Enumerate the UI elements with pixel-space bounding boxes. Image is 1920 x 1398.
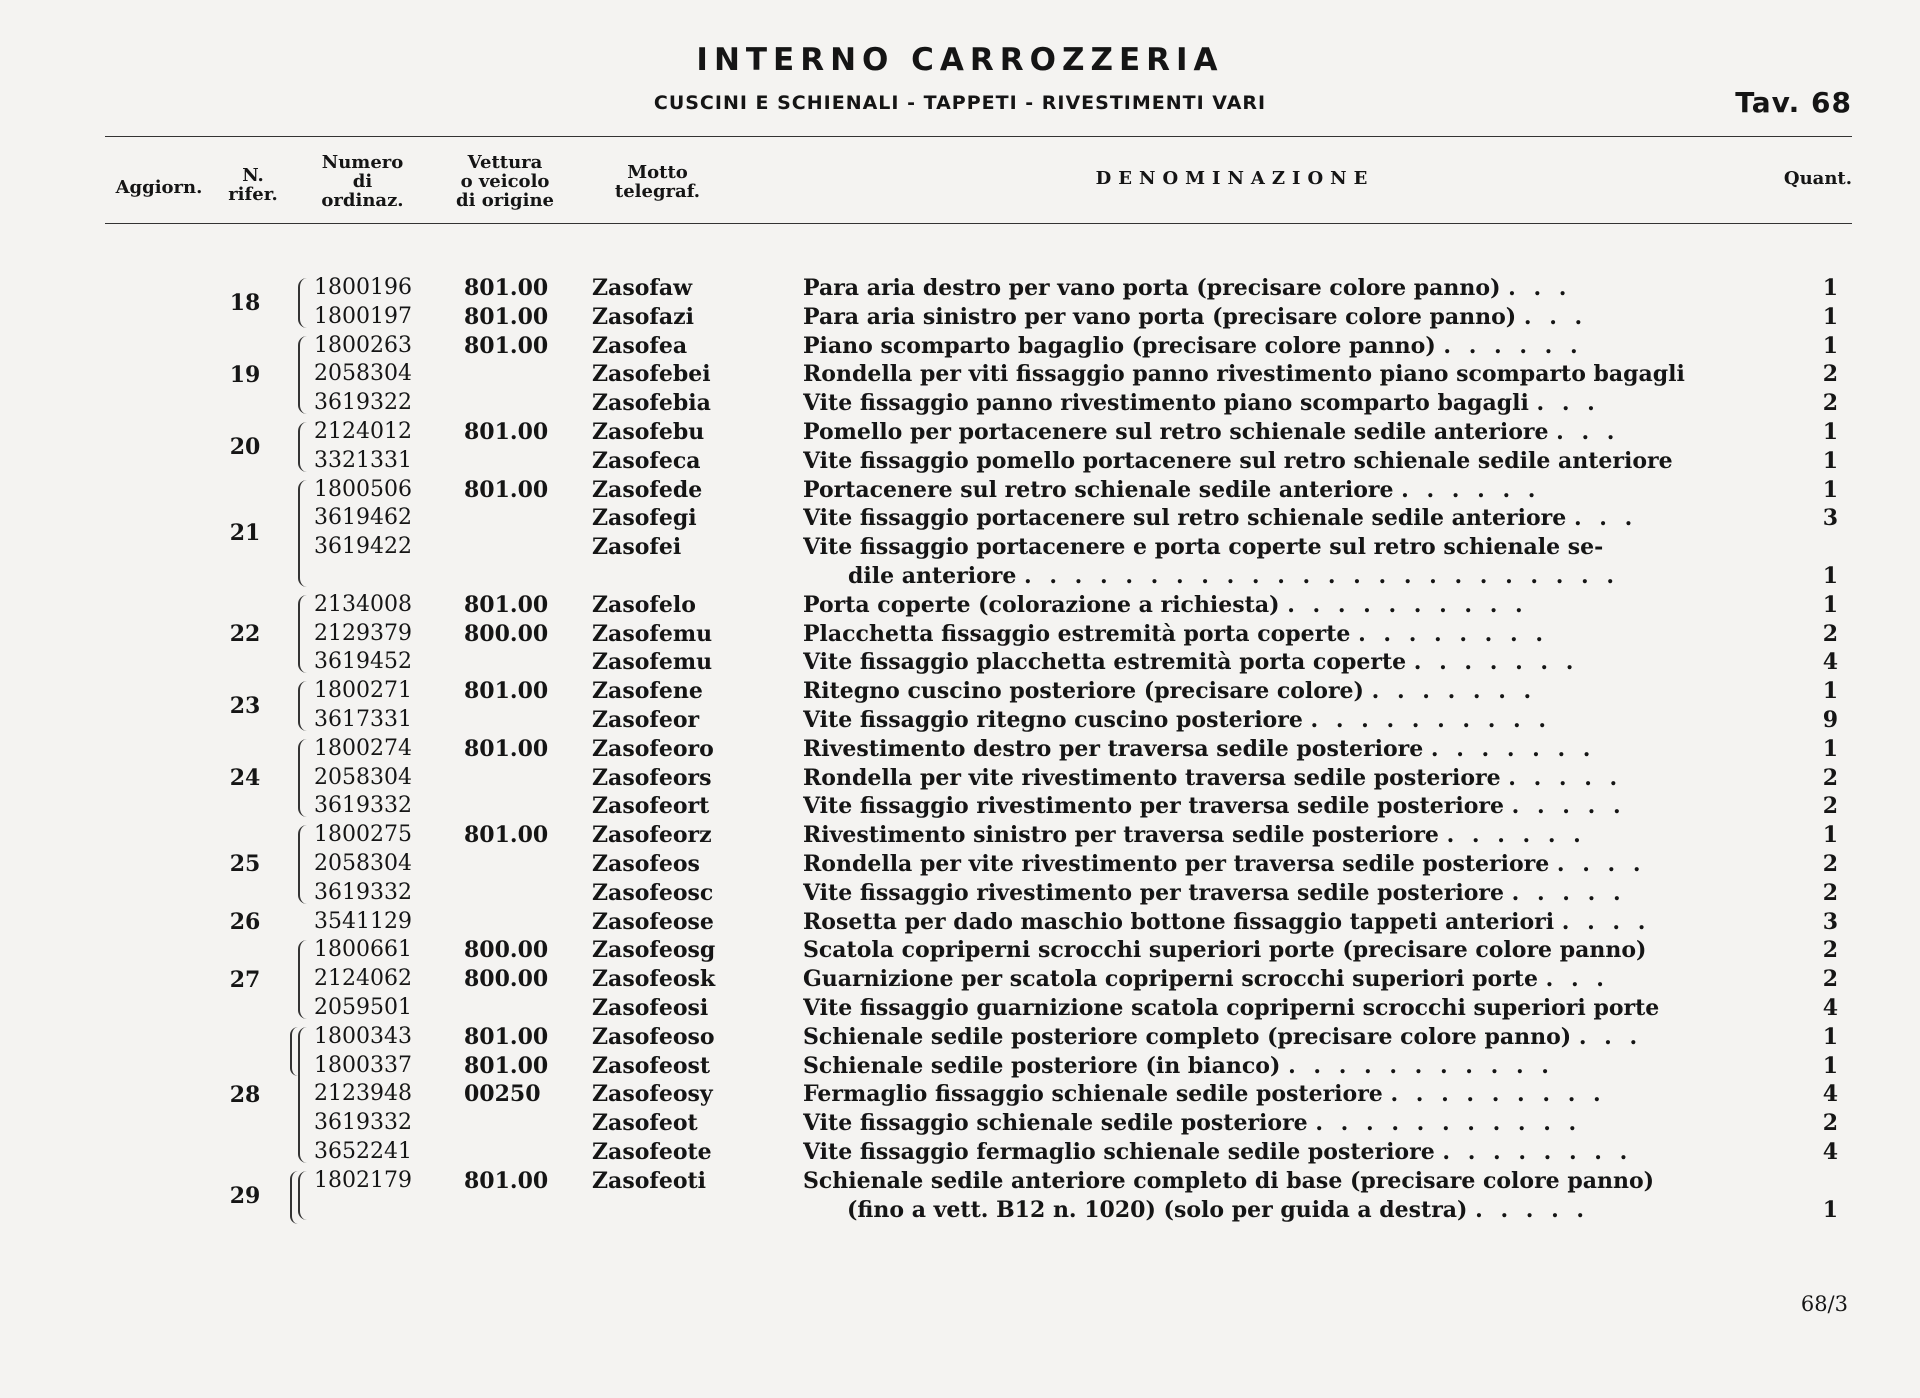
leader-dots: . . . . . . [1401, 476, 1541, 503]
table-number: Tav. 68 [1735, 86, 1852, 119]
order-number: 1800271 [314, 678, 412, 704]
quantity: 1 [1822, 1196, 1838, 1223]
description-text: Para aria destro per vano porta (precisare colore panno) [803, 275, 1501, 301]
order-number: 1800274 [314, 735, 412, 761]
order-number: 3619332 [314, 1110, 412, 1136]
reference-number: 29 [229, 1182, 261, 1209]
telegraph-code: Zasofebei [592, 361, 711, 388]
description [848, 562, 1818, 591]
description [803, 735, 1773, 764]
quantity: 2 [1822, 390, 1838, 417]
column-header-denominazione: DENOMINAZIONE [1095, 168, 1375, 189]
telegraph-code: Zasofaw [592, 275, 693, 301]
description-text: Ritegno cuscino posteriore (precisare colore) [803, 678, 1364, 705]
table-row [0, 504, 1920, 533]
description [803, 1167, 1773, 1196]
description [803, 1080, 1773, 1109]
description-text: Piano scomparto bagaglio (precisare colore panno) [803, 332, 1436, 359]
description-text: Vite fissaggio placchetta estremità porta coperte [803, 649, 1407, 676]
column-header-motto: Motto telegraf. [614, 162, 701, 202]
description-text: dile anteriore [848, 562, 1017, 589]
table-row [0, 620, 1920, 649]
table-row [0, 677, 1920, 706]
description-text: Vite fissaggio schienale sedile posteriore [803, 1110, 1308, 1137]
leader-dots: . . . . . . . . [1442, 1138, 1633, 1165]
description [803, 360, 1773, 389]
description-text: Pomello per portacenere sul retro schienale sedile anteriore [803, 418, 1549, 445]
quantity: 2 [1822, 937, 1838, 964]
leader-dots: . . . . . . . . . . . [1315, 1110, 1582, 1137]
description-text: Rondella per viti fissaggio panno rivestimento piano scomparto bagagli [803, 361, 1685, 388]
order-number: 2124062 [314, 966, 412, 992]
telegraph-code: Zasofeoti [592, 1167, 707, 1194]
telegraph-code: Zasofelo [592, 591, 696, 618]
group-brace [298, 940, 310, 1018]
description [803, 677, 1773, 706]
table-row [0, 476, 1920, 505]
reference-number: 22 [229, 621, 261, 647]
leader-dots: . . . . . . . [1371, 678, 1537, 705]
vehicle-origin: 801.00 [464, 303, 549, 330]
description-text: Schienale sedile posteriore (in bianco) [803, 1052, 1281, 1079]
reference-number: 28 [229, 1081, 261, 1108]
quantity: 2 [1822, 966, 1838, 993]
description-text: Schienale sedile anteriore completo di base (precisare colore panno) [803, 1167, 1655, 1194]
table-row [0, 562, 1920, 591]
vehicle-origin: 801.00 [464, 822, 549, 849]
order-number: 3619332 [314, 879, 412, 905]
description [803, 418, 1773, 447]
vehicle-origin: 801.00 [464, 591, 549, 618]
leader-dots: . . . [1578, 1023, 1643, 1050]
description-text: Rivestimento sinistro per traversa sedile posteriore [803, 822, 1439, 849]
table-row [0, 303, 1920, 332]
description [803, 303, 1773, 332]
telegraph-code: Zasofeose [592, 908, 714, 935]
description-text: Rondella per vite rivestimento traversa sedile posteriore [803, 764, 1501, 791]
header-rule-bottom [105, 223, 1852, 224]
reference-number: 25 [229, 851, 261, 878]
quantity: 2 [1822, 361, 1838, 388]
leader-dots: . . . . . [1475, 1196, 1590, 1223]
description [803, 533, 1773, 562]
quantity: 2 [1822, 879, 1838, 906]
description [847, 1196, 1817, 1225]
column-header-numero: Numero di ordinaz. [321, 152, 404, 211]
description-text: Rosetta per dado maschio bottone fissaggio tappeti anteriori [803, 908, 1555, 935]
order-number: 3619422 [314, 534, 412, 560]
reference-number: 20 [229, 433, 261, 460]
telegraph-code: Zasofeort [592, 793, 710, 820]
quantity: 2 [1822, 764, 1838, 791]
table-row [0, 1109, 1920, 1138]
vehicle-origin: 801.00 [464, 275, 549, 301]
telegraph-code: Zasofeoro [592, 735, 714, 762]
order-number: 3541129 [314, 908, 412, 934]
description [803, 792, 1773, 821]
telegraph-code: Zasofeos [592, 850, 700, 877]
description [803, 1109, 1773, 1138]
quantity: 4 [1822, 994, 1838, 1021]
description-text: Porta coperte (colorazione a richiesta) [803, 591, 1280, 618]
description [803, 620, 1773, 649]
description-text: Placchetta fissaggio estremità porta coperte [803, 620, 1351, 647]
table-row [0, 447, 1920, 476]
quantity: 1 [1822, 332, 1838, 359]
quantity: 4 [1822, 1138, 1838, 1165]
description [803, 447, 1773, 476]
description-text: Vite fissaggio panno rivestimento piano scomparto bagagli [803, 390, 1529, 417]
quantity: 3 [1822, 908, 1838, 935]
telegraph-code: Zasofea [592, 332, 688, 359]
reference-number: 27 [229, 966, 261, 993]
leader-dots: . . . [1508, 275, 1572, 301]
description [803, 476, 1773, 505]
vehicle-origin: 801.00 [464, 418, 549, 445]
quantity: 1 [1822, 822, 1838, 849]
description [803, 879, 1773, 908]
reference-number: 24 [229, 765, 261, 791]
order-number: 2059501 [314, 994, 412, 1020]
order-number: 1800263 [314, 332, 412, 358]
description-text: Vite fissaggio ritegno cuscino posteriore [803, 706, 1303, 733]
description-text: Fermaglio fissaggio schienale sedile posteriore [803, 1081, 1383, 1108]
table-row [0, 389, 1920, 418]
description [803, 332, 1773, 361]
table-row [0, 735, 1920, 764]
vehicle-origin: 801.00 [464, 1023, 549, 1050]
group-brace [298, 825, 310, 903]
vehicle-origin: 801.00 [464, 332, 549, 359]
parts-table [0, 274, 1920, 1224]
table-row [0, 908, 1920, 937]
description [803, 591, 1773, 620]
description [803, 850, 1773, 879]
table-row [0, 1023, 1920, 1052]
description-text: Vite fissaggio portacenere e porta coperte sul retro schienale se- [803, 534, 1604, 561]
telegraph-code: Zasofeors [592, 764, 712, 791]
leader-dots: . . . [1556, 418, 1620, 445]
leader-dots: . . . . . [1508, 764, 1623, 791]
description-text: Vite fissaggio guarnizione scatola copriperni scrocchi superiori porte [803, 994, 1660, 1021]
table-row [0, 1052, 1920, 1081]
quantity: 4 [1822, 1081, 1838, 1108]
description [803, 1023, 1773, 1052]
group-brace [298, 595, 310, 673]
reference-number: 18 [229, 289, 261, 316]
leader-dots: . . . . . . . [1413, 649, 1579, 676]
description-text: Vite fissaggio pomello portacenere sul retro schienale sedile anteriore [803, 447, 1673, 474]
group-brace-secondary [290, 1171, 300, 1225]
telegraph-code: Zasofeote [592, 1138, 712, 1165]
leader-dots: . . . . . . [1443, 332, 1583, 359]
description-text: Vite fissaggio fermaglio schienale sedile posteriore [803, 1138, 1435, 1165]
table-row [0, 965, 1920, 994]
table-row [0, 994, 1920, 1023]
leader-dots: . . . . . . . . . . . [1288, 1052, 1554, 1079]
quantity: 1 [1822, 476, 1838, 503]
order-number: 1800506 [314, 476, 412, 502]
page-title: INTERNO CARROZZERIA [696, 42, 1224, 78]
quantity: 1 [1822, 447, 1838, 474]
description [803, 706, 1773, 735]
telegraph-code: Zasofene [592, 678, 703, 705]
group-brace [298, 422, 310, 472]
group-brace [298, 336, 310, 414]
table-row [0, 1167, 1920, 1196]
quantity: 2 [1822, 620, 1838, 647]
column-header-vettura: Vettura o veicolo di origine [456, 152, 554, 211]
telegraph-code: Zasofebia [592, 390, 711, 417]
quantity: 3 [1822, 505, 1838, 532]
quantity: 1 [1822, 678, 1838, 705]
group-brace [298, 480, 310, 587]
table-row [0, 533, 1920, 562]
quantity: 1 [1822, 275, 1838, 301]
table-row [0, 764, 1920, 793]
table-row [0, 821, 1920, 850]
leader-dots: . . . . . . . . . . . . . . . . . . . . . . . . [1024, 562, 1620, 589]
description [803, 274, 1773, 303]
description-text: Guarnizione per scatola copriperni scrocchi superiori porte [803, 966, 1538, 993]
description [803, 389, 1773, 418]
quantity: 1 [1822, 1052, 1838, 1079]
telegraph-code: Zasofeca [592, 447, 701, 474]
table-row [0, 792, 1920, 821]
order-number: 3652241 [314, 1138, 412, 1164]
table-row [0, 879, 1920, 908]
leader-dots: . . . . . . . . . . [1287, 591, 1528, 618]
vehicle-origin: 00250 [464, 1081, 541, 1108]
telegraph-code: Zasofeorz [592, 822, 712, 849]
column-header-n-rifer: N. rifer. [228, 165, 278, 205]
table-row [0, 1196, 1920, 1225]
order-number: 1802179 [314, 1167, 412, 1193]
reference-number: 26 [229, 908, 261, 935]
telegraph-code: Zasofeor [592, 706, 700, 733]
order-number: 2124012 [314, 418, 412, 444]
description-text: Para aria sinistro per vano porta (precisare colore panno) [803, 303, 1517, 330]
leader-dots: . . . . . . . . [1358, 620, 1548, 647]
description [803, 936, 1773, 965]
reference-number: 23 [229, 693, 261, 719]
column-header-aggiorn: Aggiorn. [115, 177, 203, 198]
vehicle-origin: 801.00 [464, 476, 549, 503]
description-text: Vite fissaggio rivestimento per traversa sedile posteriore [803, 793, 1504, 820]
description [803, 1138, 1773, 1167]
order-number: 3321331 [314, 447, 412, 473]
description [803, 821, 1773, 850]
description [803, 504, 1773, 533]
telegraph-code: Zasofebu [592, 418, 705, 445]
quantity: 2 [1822, 793, 1838, 820]
description-text: Vite fissaggio portacenere sul retro schienale sedile anteriore [803, 505, 1567, 532]
table-row [0, 706, 1920, 735]
description-text: (fino a vett. B12 n. 1020) (solo per guida a destra) [847, 1196, 1468, 1223]
reference-number: 19 [229, 361, 261, 388]
table-row [0, 274, 1920, 303]
group-brace [298, 739, 310, 817]
quantity: 2 [1822, 850, 1838, 877]
order-number: 3619332 [314, 793, 412, 819]
telegraph-code: Zasofazi [592, 303, 694, 330]
quantity: 1 [1822, 1023, 1838, 1050]
order-number: 1800196 [314, 275, 412, 300]
leader-dots: . . . [1545, 966, 1609, 993]
quantity: 1 [1822, 418, 1838, 445]
quantity: 1 [1822, 303, 1838, 330]
description-text: Portacenere sul retro schienale sedile anteriore [803, 476, 1394, 503]
leader-dots: . . . . . . . . . . [1310, 706, 1552, 733]
leader-dots: . . . . . . . . . [1390, 1081, 1606, 1108]
vehicle-origin: 801.00 [464, 678, 549, 705]
order-number: 2123948 [314, 1081, 412, 1107]
vehicle-origin: 801.00 [464, 735, 549, 762]
table-row [0, 648, 1920, 677]
order-number: 3619452 [314, 649, 412, 675]
description [803, 764, 1773, 793]
leader-dots: . . . . . . [1446, 822, 1586, 849]
table-row [0, 332, 1920, 361]
description [803, 965, 1773, 994]
leader-dots: . . . . [1561, 908, 1651, 935]
description-text: Rivestimento destro per traversa sedile posteriore [803, 735, 1424, 762]
quantity: 4 [1822, 649, 1838, 676]
telegraph-code: Zasofeosk [592, 966, 716, 993]
telegraph-code: Zasofei [592, 534, 682, 561]
order-number: 1800275 [314, 822, 412, 848]
leader-dots: . . . [1523, 303, 1588, 330]
description [803, 994, 1773, 1023]
quantity: 1 [1822, 591, 1838, 618]
order-number: 2058304 [314, 850, 412, 876]
table-row [0, 850, 1920, 879]
order-number: 2134008 [314, 591, 412, 617]
description [803, 1052, 1773, 1081]
order-number: 3617331 [314, 706, 412, 732]
vehicle-origin: 800.00 [464, 937, 549, 964]
order-number: 1800343 [314, 1023, 412, 1049]
order-number: 3619462 [314, 505, 412, 531]
telegraph-code: Zasofeosi [592, 994, 709, 1021]
description-text: Scatola copriperni scrocchi superiori porte (precisare colore panno) [803, 937, 1647, 964]
leader-dots: . . . . . [1511, 793, 1626, 820]
order-number: 2058304 [314, 764, 412, 790]
description [803, 908, 1773, 937]
order-number: 2129379 [314, 620, 412, 646]
leader-dots: . . . . . . . [1430, 735, 1596, 762]
description [803, 648, 1773, 677]
column-header-quant: Quant. [1783, 168, 1852, 189]
telegraph-code: Zasofeost [592, 1052, 711, 1079]
order-number: 1800337 [314, 1052, 412, 1078]
leader-dots: . . . [1573, 505, 1638, 532]
table-row [0, 360, 1920, 389]
page-subtitle: CUSCINI E SCHIENALI - TAPPETI - RIVESTIMENTI VARI [653, 92, 1267, 114]
table-row [0, 418, 1920, 447]
vehicle-origin: 800.00 [464, 966, 549, 993]
quantity: 1 [1822, 735, 1838, 762]
vehicle-origin: 800.00 [464, 620, 549, 647]
telegraph-code: Zasofeoso [592, 1023, 715, 1050]
quantity: 9 [1822, 706, 1838, 733]
telegraph-code: Zasofeosg [592, 937, 716, 964]
telegraph-code: Zasofegi [592, 505, 697, 532]
group-brace-secondary [290, 1027, 300, 1077]
page-number: 68/3 [1800, 1292, 1848, 1316]
leader-dots: . . . . [1556, 850, 1646, 877]
quantity: 1 [1822, 562, 1838, 589]
table-row [0, 1138, 1920, 1167]
header-rule-top [105, 136, 1852, 137]
telegraph-code: Zasofeot [592, 1110, 698, 1137]
vehicle-origin: 801.00 [464, 1167, 549, 1194]
leader-dots: . . . . . [1511, 879, 1626, 906]
group-brace [298, 278, 310, 328]
leader-dots: . . . [1536, 390, 1600, 417]
reference-number: 21 [229, 520, 261, 547]
order-number: 2058304 [314, 361, 412, 387]
telegraph-code: Zasofemu [592, 620, 713, 647]
table-row [0, 1080, 1920, 1109]
description-text: Schienale sedile posteriore completo (precisare colore panno) [803, 1023, 1572, 1050]
telegraph-code: Zasofeosy [592, 1081, 713, 1108]
order-number: 1800661 [314, 937, 412, 963]
quantity: 2 [1822, 1110, 1838, 1137]
group-brace [298, 681, 310, 731]
description-text: Vite fissaggio rivestimento per traversa sedile posteriore [803, 879, 1504, 906]
table-row [0, 936, 1920, 965]
telegraph-code: Zasofede [592, 476, 703, 503]
vehicle-origin: 801.00 [464, 1052, 549, 1079]
description-text: Rondella per vite rivestimento per traversa sedile posteriore [803, 850, 1550, 877]
order-number: 3619322 [314, 390, 412, 416]
table-row [0, 591, 1920, 620]
order-number: 1800197 [314, 303, 412, 329]
telegraph-code: Zasofeosc [592, 879, 714, 906]
telegraph-code: Zasofemu [592, 649, 713, 676]
